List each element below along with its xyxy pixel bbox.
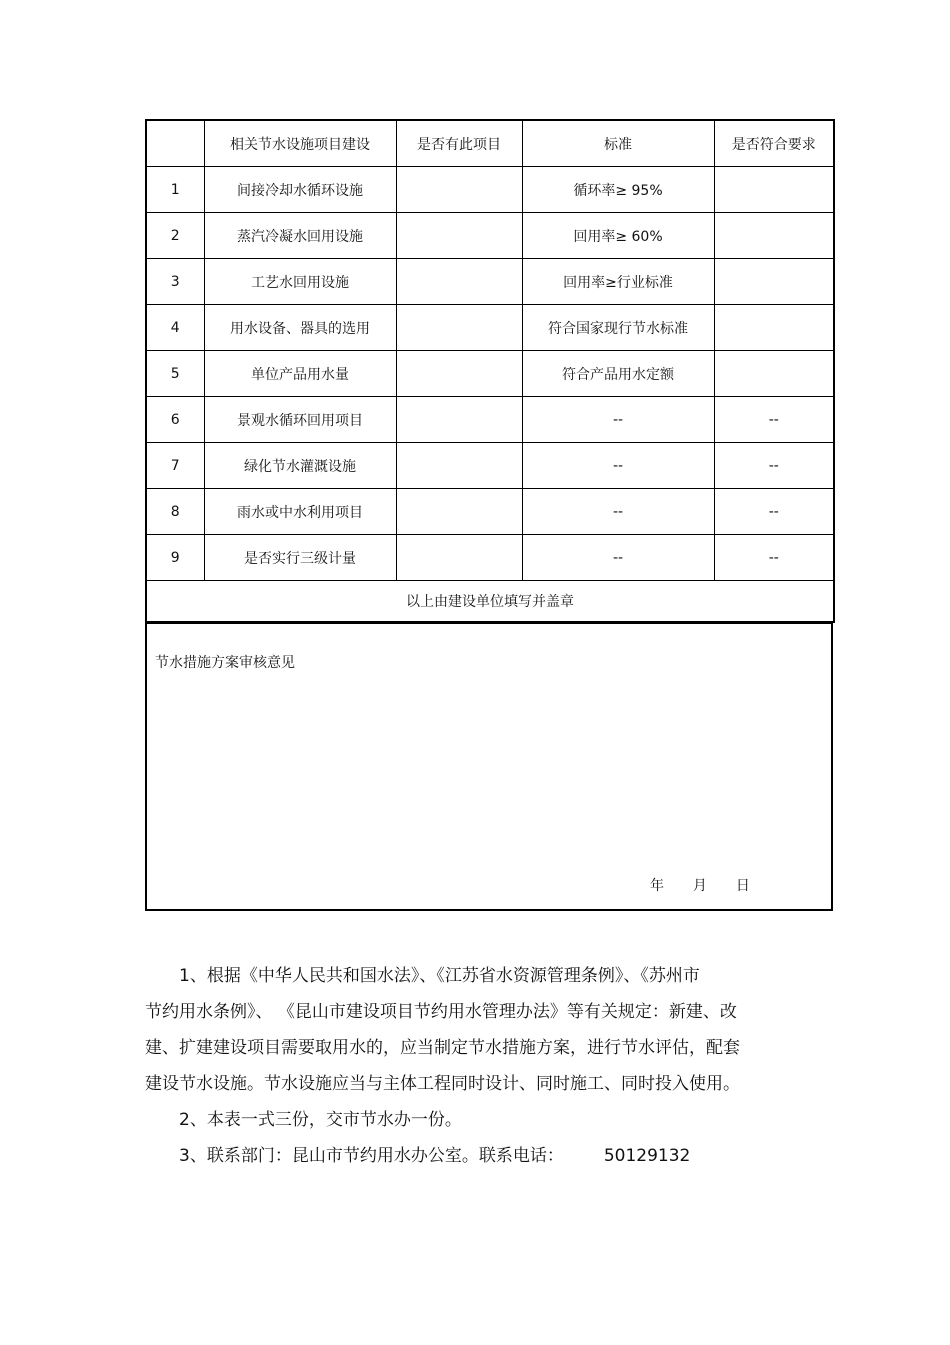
date-year: 年 xyxy=(650,878,664,894)
table-row xyxy=(146,213,834,259)
row-standard: -- xyxy=(522,397,714,443)
row-no: 1 xyxy=(146,167,204,213)
row-meets[interactable] xyxy=(714,305,834,351)
row-meets[interactable] xyxy=(714,351,834,397)
row-standard: -- xyxy=(522,489,714,535)
table-row xyxy=(146,535,834,581)
row-standard: -- xyxy=(522,443,714,489)
row-standard: 循环率≥ 95% xyxy=(522,167,714,213)
row-item: 用水设备、器具的选用 xyxy=(204,305,396,351)
row-has[interactable] xyxy=(396,259,522,305)
row-meets: -- xyxy=(714,535,834,581)
row-has[interactable] xyxy=(396,535,522,581)
review-opinion-box[interactable] xyxy=(145,623,833,911)
note-3-text: 3、联系部门：昆山市节约用水办公室。联系电话： xyxy=(179,1146,564,1166)
header-meets: 是否符合要求 xyxy=(714,120,834,167)
row-meets: -- xyxy=(714,443,834,489)
row-no: 3 xyxy=(146,259,204,305)
date-day: 日 xyxy=(735,878,750,894)
row-item: 景观水循环回用项目 xyxy=(204,397,396,443)
table-row xyxy=(146,443,834,489)
row-item: 单位产品用水量 xyxy=(204,351,396,397)
row-no: 9 xyxy=(146,535,204,581)
header-standard: 标准 xyxy=(522,120,714,167)
row-item: 雨水或中水利用项目 xyxy=(204,489,396,535)
stamp-instruction: 以上由建设单位填写并盖章 xyxy=(146,581,834,623)
date-month: 月 xyxy=(692,878,707,894)
row-item: 蒸汽冷凝水回用设施 xyxy=(204,213,396,259)
row-meets: -- xyxy=(714,397,834,443)
row-has[interactable] xyxy=(396,351,522,397)
row-no: 6 xyxy=(146,397,204,443)
row-standard: 符合国家现行节水标准 xyxy=(522,305,714,351)
row-has[interactable] xyxy=(396,443,522,489)
row-item: 间接冷却水循环设施 xyxy=(204,167,396,213)
header-item: 相关节水设施项目建设 xyxy=(204,120,396,167)
row-has[interactable] xyxy=(396,305,522,351)
row-item: 绿化节水灌溉设施 xyxy=(204,443,396,489)
table-row xyxy=(146,397,834,443)
notes-section xyxy=(145,958,785,1174)
table-row xyxy=(146,351,834,397)
row-has[interactable] xyxy=(396,213,522,259)
water-saving-form xyxy=(145,119,833,911)
note-1-line-3: 建、扩建建设项目需要取用水的，应当制定节水措施方案，进行节水评估，配套 xyxy=(145,1038,740,1058)
note-2: 2、本表一式三份，交市节水办一份。 xyxy=(179,1110,462,1130)
contact-phone: 50129132 xyxy=(603,1146,691,1166)
row-no: 8 xyxy=(146,489,204,535)
row-meets: -- xyxy=(714,489,834,535)
header-has: 是否有此项目 xyxy=(396,120,522,167)
facility-table xyxy=(145,119,835,623)
row-standard: 回用率≥行业标准 xyxy=(522,259,714,305)
table-row xyxy=(146,167,834,213)
review-date xyxy=(650,875,750,895)
row-has[interactable] xyxy=(396,397,522,443)
row-has[interactable] xyxy=(396,489,522,535)
row-meets[interactable] xyxy=(714,167,834,213)
note-1-line-1: 1、根据《中华人民共和国水法》、《江苏省水资源管理条例》、《苏州市 xyxy=(179,966,700,986)
table-row xyxy=(146,489,834,535)
note-1-line-2: 节约用水条例》、 《昆山市建设项目节约用水管理办法》等有关规定：新建、改 xyxy=(145,1002,737,1022)
row-item: 工艺水回用设施 xyxy=(204,259,396,305)
row-no: 2 xyxy=(146,213,204,259)
row-meets[interactable] xyxy=(714,259,834,305)
row-has[interactable] xyxy=(396,167,522,213)
row-no: 7 xyxy=(146,443,204,489)
row-standard: 回用率≥ 60% xyxy=(522,213,714,259)
row-no: 4 xyxy=(146,305,204,351)
table-row xyxy=(146,305,834,351)
row-item: 是否实行三级计量 xyxy=(204,535,396,581)
row-standard: 符合产品用水定额 xyxy=(522,351,714,397)
header-no xyxy=(146,120,204,167)
row-meets[interactable] xyxy=(714,213,834,259)
table-row xyxy=(146,259,834,305)
table-header-row xyxy=(146,120,834,167)
row-standard: -- xyxy=(522,535,714,581)
review-label: 节水措施方案审核意见 xyxy=(155,655,295,671)
row-no: 5 xyxy=(146,351,204,397)
table-footer-row xyxy=(146,581,834,623)
note-1-line-4: 建设节水设施。节水设施应当与主体工程同时设计、同时施工、同时投入使用。 xyxy=(145,1074,740,1094)
note-3 xyxy=(145,1138,785,1174)
